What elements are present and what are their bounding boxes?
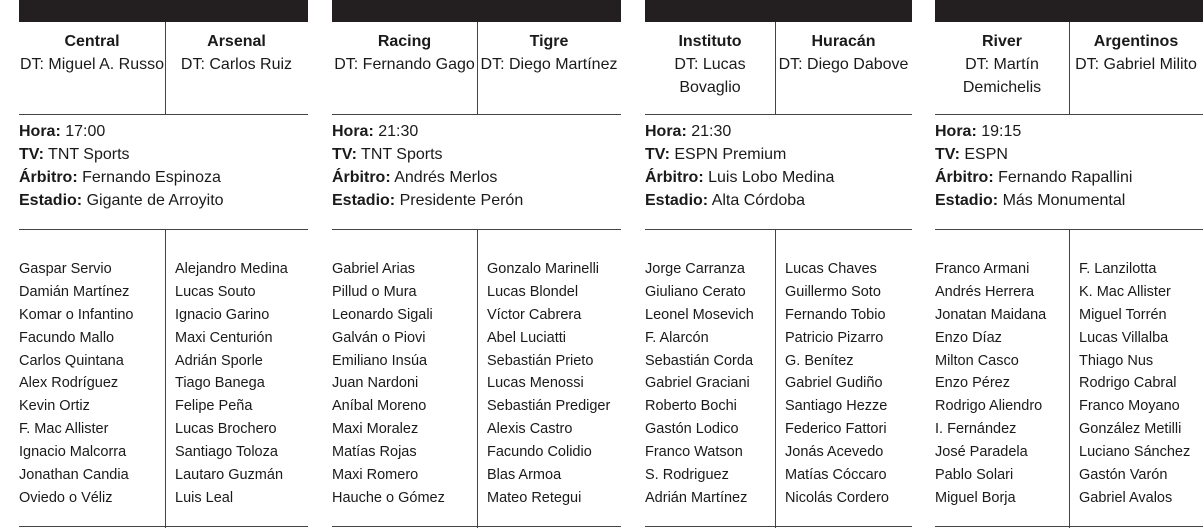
away-coach: DT: Gabriel Milito — [1075, 56, 1197, 73]
player-name: Jonatan Maidana — [935, 306, 1047, 323]
home-team-name: Central — [64, 33, 120, 50]
home-team-name: River — [981, 33, 1023, 50]
home-team-name: Instituto — [678, 33, 742, 50]
player-name: Leonel Mosevich — [645, 306, 754, 323]
referee-row-label: Árbitro: — [645, 169, 704, 186]
player-name: Franco Armani — [935, 261, 1030, 277]
match-block — [19, 0, 308, 528]
team-divider — [477, 22, 478, 115]
player-name: Alex Rodríguez — [19, 375, 119, 392]
away-players-list — [1079, 258, 1190, 510]
player-name: Lautaro Guzmán — [175, 467, 284, 484]
player-name: Lucas Villalba — [1079, 329, 1169, 346]
away-coach: DT: Carlos Ruiz — [180, 56, 293, 73]
player-name: Tiago Banega — [175, 375, 265, 392]
away-coach: DT: Diego Dabove — [778, 56, 909, 73]
home-players-list — [19, 258, 133, 510]
header-rule — [332, 114, 621, 115]
lineup-divider — [1069, 229, 1070, 528]
player-name: Jorge Carranza — [645, 261, 745, 277]
player-name: José Paradela — [935, 444, 1028, 461]
player-name: Facundo Mallo — [19, 329, 115, 346]
away-team-name: Huracán — [811, 33, 876, 50]
player-name: Alexis Castro — [487, 421, 573, 438]
referee-row-value: Luis Lobo Medina — [708, 169, 835, 186]
home-coach: DT: Lucas Bovaglio — [674, 56, 746, 96]
lineup-divider — [165, 229, 166, 528]
tv-row-label: TV: — [19, 146, 44, 163]
player-name: Rodrigo Cabral — [1079, 375, 1177, 392]
stadium-row — [935, 189, 1132, 212]
player-name: Gastón Lodico — [645, 421, 739, 438]
referee-row-value: Fernando Espinoza — [82, 169, 221, 186]
referee-row — [332, 166, 523, 189]
referee-row-value: Fernando Rapallini — [998, 169, 1133, 186]
hora-row-value: 21:30 — [378, 123, 419, 140]
bottom-rule — [19, 526, 308, 527]
player-name: Ignacio Malcorra — [19, 444, 127, 461]
stadium-row — [19, 189, 224, 212]
home-team — [935, 30, 1069, 115]
home-team-name: Racing — [377, 33, 432, 50]
player-name: Gastón Varón — [1079, 467, 1168, 484]
player-name: I. Fernández — [935, 421, 1017, 438]
tv-row-value: TNT Sports — [361, 146, 443, 163]
player-name: Kevin Ortiz — [19, 398, 90, 415]
home-team — [645, 30, 775, 115]
hora-row-value: 17:00 — [65, 123, 106, 140]
player-name: F. Mac Allister — [19, 421, 109, 438]
player-name: Pablo Solari — [935, 467, 1014, 484]
player-name: González Metilli — [1079, 421, 1182, 438]
stadium-row-value: Gigante de Arroyito — [86, 192, 224, 209]
away-team — [165, 30, 308, 115]
hora-row — [332, 120, 523, 143]
lineup-divider — [477, 229, 478, 528]
stadium-row-label: Estadio: — [19, 192, 83, 209]
home-players-list — [935, 258, 1046, 510]
player-name: Luciano Sánchez — [1079, 444, 1191, 461]
stadium-row — [645, 189, 834, 212]
hora-row — [645, 120, 834, 143]
player-name: Abel Luciatti — [487, 329, 566, 346]
tv-row-value: TNT Sports — [48, 146, 130, 163]
player-name: Lucas Brochero — [175, 421, 277, 438]
player-name: Gaspar Servio — [19, 261, 112, 277]
away-team-name: Argentinos — [1093, 33, 1179, 50]
player-name: Jonás Acevedo — [785, 444, 884, 461]
tv-row-label: TV: — [332, 146, 357, 163]
stadium-row-label: Estadio: — [332, 192, 396, 209]
player-name: Jonathan Candia — [19, 467, 129, 484]
tv-row — [645, 143, 834, 166]
player-name: Pillud o Mura — [332, 283, 417, 300]
referee-row — [935, 166, 1132, 189]
player-name: F. Lanzilotta — [1079, 261, 1157, 277]
player-name: Franco Watson — [645, 444, 743, 461]
away-players-list — [487, 258, 610, 510]
player-name: Mateo Retegui — [487, 489, 582, 506]
player-name: Patricio Pizarro — [785, 329, 884, 346]
player-name: Maxi Romero — [332, 467, 419, 484]
away-team — [775, 30, 912, 115]
stadium-row-value: Alta Córdoba — [711, 192, 806, 209]
hora-row-label: Hora: — [645, 123, 687, 140]
referee-row-label: Árbitro: — [935, 169, 994, 186]
player-name: Emiliano Insúa — [332, 352, 428, 369]
away-coach: DT: Diego Martínez — [480, 56, 618, 73]
player-name: Thiago Nus — [1079, 352, 1154, 369]
home-team — [19, 30, 165, 115]
player-name: F. Alarcón — [645, 329, 709, 346]
player-name: Federico Fattori — [785, 421, 887, 438]
player-name: Lucas Menossi — [487, 375, 584, 392]
player-name: Giuliano Cerato — [645, 283, 746, 300]
player-name: Santiago Hezze — [785, 398, 888, 415]
lineup-rule — [645, 229, 912, 230]
player-name: Miguel Borja — [935, 489, 1016, 506]
hora-row — [19, 120, 224, 143]
player-name: Andrés Herrera — [935, 283, 1035, 300]
player-name: K. Mac Allister — [1079, 283, 1171, 300]
home-players-list — [332, 258, 445, 510]
hora-row-label: Hora: — [19, 123, 61, 140]
player-name: Víctor Cabrera — [487, 306, 582, 323]
player-name: Lucas Chaves — [785, 261, 877, 277]
player-name: Oviedo o Véliz — [19, 489, 113, 506]
hora-row-label: Hora: — [332, 123, 374, 140]
header-rule — [645, 114, 912, 115]
bottom-rule — [645, 526, 912, 527]
home-coach: DT: Fernando Gago — [334, 56, 475, 73]
hora-row-label: Hora: — [935, 123, 977, 140]
player-name: Carlos Quintana — [19, 352, 124, 369]
player-name: Santiago Toloza — [175, 444, 278, 461]
match-info — [332, 120, 523, 212]
player-name: Rodrigo Aliendro — [935, 398, 1043, 415]
stadium-row — [332, 189, 523, 212]
player-name: Sebastián Prieto — [487, 352, 594, 369]
player-name: Franco Moyano — [1079, 398, 1180, 415]
player-name: Damián Martínez — [19, 283, 130, 300]
player-name: Roberto Bochi — [645, 398, 737, 415]
player-name: Enzo Pérez — [935, 375, 1010, 392]
player-name: Blas Armoa — [487, 467, 562, 484]
away-team-name: Arsenal — [207, 33, 266, 50]
hora-row — [935, 120, 1132, 143]
away-players-list — [175, 258, 288, 510]
player-name: Gabriel Graciani — [645, 375, 750, 392]
tv-row-label: TV: — [645, 146, 670, 163]
away-players-list — [785, 258, 889, 510]
teams-header — [645, 30, 912, 115]
header-bar — [645, 0, 912, 22]
match-block — [332, 0, 621, 528]
player-name: Guillermo Soto — [785, 283, 881, 300]
hora-row-value: 19:15 — [981, 123, 1022, 140]
bottom-rule — [332, 526, 621, 527]
match-info — [19, 120, 224, 212]
header-rule — [19, 114, 308, 115]
stadium-row-label: Estadio: — [645, 192, 709, 209]
player-name: Aníbal Moreno — [332, 398, 427, 415]
match-info — [935, 120, 1132, 212]
referee-row — [19, 166, 224, 189]
player-name: Matías Rojas — [332, 444, 417, 461]
player-name: Gabriel Arias — [332, 261, 416, 277]
player-name: Galván o Piovi — [332, 329, 426, 346]
match-info — [645, 120, 834, 212]
lineup-divider — [775, 229, 776, 528]
home-team — [332, 30, 477, 115]
header-bar — [935, 0, 1203, 22]
header-bar — [19, 0, 308, 22]
referee-row-value: Andrés Merlos — [394, 169, 498, 186]
stadium-row-value: Presidente Perón — [399, 192, 524, 209]
player-name: Felipe Peña — [175, 398, 253, 415]
player-name: G. Benítez — [785, 352, 854, 369]
stadium-row-value: Más Monumental — [1002, 192, 1126, 209]
player-name: Lucas Blondel — [487, 283, 579, 300]
player-name: Adrián Martínez — [645, 489, 748, 506]
player-name: Maxi Moralez — [332, 421, 419, 438]
match-block — [935, 0, 1203, 528]
player-name: Alejandro Medina — [175, 261, 288, 277]
tv-row — [19, 143, 224, 166]
match-block — [645, 0, 912, 528]
player-name: Gonzalo Marinelli — [487, 261, 600, 277]
tv-row-label: TV: — [935, 146, 960, 163]
player-name: Nicolás Cordero — [785, 489, 889, 506]
player-name: Maxi Centurión — [175, 329, 273, 346]
team-divider — [1069, 22, 1070, 115]
player-name: Facundo Colidio — [487, 444, 592, 461]
player-name: Ignacio Garino — [175, 306, 270, 323]
home-coach: DT: Miguel A. Russo — [19, 56, 165, 73]
lineup-rule — [19, 229, 308, 230]
referee-row-label: Árbitro: — [332, 169, 391, 186]
tv-row — [332, 143, 523, 166]
player-name: Miguel Torrén — [1079, 306, 1167, 323]
tv-row — [935, 143, 1132, 166]
player-name: Luis Leal — [175, 489, 234, 506]
bottom-rule — [935, 526, 1203, 527]
away-team-name: Tigre — [529, 33, 569, 50]
tv-row-value: ESPN Premium — [674, 146, 787, 163]
header-bar — [332, 0, 621, 22]
player-name: Sebastián Prediger — [487, 398, 611, 415]
player-name: Juan Nardoni — [332, 375, 419, 392]
player-name: Lucas Souto — [175, 283, 256, 300]
player-name: Milton Casco — [935, 352, 1019, 369]
player-name: Hauche o Gómez — [332, 489, 445, 506]
player-name: Leonardo Sigali — [332, 306, 433, 323]
player-name: Fernando Tobio — [785, 306, 886, 323]
player-name: Matías Cóccaro — [785, 467, 887, 484]
player-name: S. Rodriguez — [645, 467, 729, 484]
team-divider — [165, 22, 166, 115]
header-rule — [935, 114, 1203, 115]
home-coach: DT: Martín Demichelis — [962, 56, 1042, 96]
player-name: Gabriel Gudiño — [785, 375, 883, 392]
referee-row — [645, 166, 834, 189]
away-team — [477, 30, 621, 115]
stadium-row-label: Estadio: — [935, 192, 999, 209]
player-name: Enzo Díaz — [935, 329, 1002, 346]
tv-row-value: ESPN — [964, 146, 1008, 163]
teams-header — [19, 30, 308, 115]
away-team — [1069, 30, 1203, 115]
home-players-list — [645, 258, 754, 510]
player-name: Komar o Infantino — [19, 306, 134, 323]
player-name: Sebastián Corda — [645, 352, 754, 369]
player-name: Gabriel Avalos — [1079, 489, 1173, 506]
referee-row-label: Árbitro: — [19, 169, 78, 186]
player-name: Adrián Sporle — [175, 352, 263, 369]
hora-row-value: 21:30 — [691, 123, 732, 140]
team-divider — [775, 22, 776, 115]
